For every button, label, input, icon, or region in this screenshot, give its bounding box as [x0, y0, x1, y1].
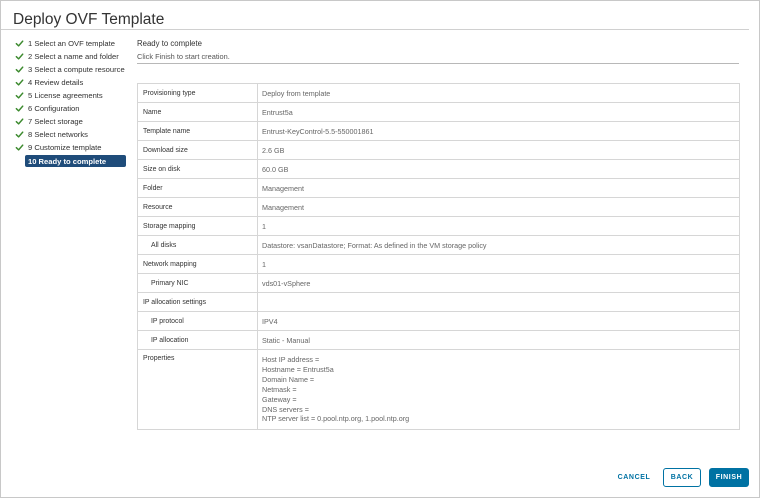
row-key: Storage mapping — [138, 217, 258, 236]
row-value: Datastore: vsanDatastore; Format: As defined in the VM storage policy — [258, 236, 740, 255]
wizard-step-label: 10 Ready to complete — [28, 156, 107, 166]
row-key: IP allocation — [138, 331, 258, 350]
check-icon — [15, 39, 24, 48]
row-value: 1 — [258, 255, 740, 274]
row-key: All disks — [138, 236, 258, 255]
table-row — [138, 331, 740, 350]
property-line: Hostname = Entrust5a — [262, 364, 334, 374]
wizard-step-label: 1 Select an OVF template — [28, 39, 115, 48]
wizard-step-label: 3 Select a compute resource — [28, 65, 125, 74]
row-value: Deploy from template — [258, 84, 740, 103]
row-key: Primary NIC — [138, 274, 258, 293]
title-divider — [1, 29, 749, 30]
table-row — [138, 179, 740, 198]
wizard-step-3[interactable] — [15, 63, 131, 76]
row-value: vds01-vSphere — [258, 274, 740, 293]
row-key: Properties — [138, 350, 258, 430]
property-line: Netmask = — [262, 384, 297, 394]
dialog-title: Deploy OVF Template — [13, 11, 165, 28]
table-row — [138, 350, 740, 430]
property-line: Gateway = — [262, 394, 297, 404]
wizard-step-label: 9 Customize template — [28, 143, 102, 152]
check-icon — [15, 130, 24, 139]
check-icon — [15, 78, 24, 87]
row-value: IPV4 — [258, 312, 740, 331]
row-key: Size on disk — [138, 160, 258, 179]
row-value: Management — [258, 179, 740, 198]
wizard-step-label: 5 License agreements — [28, 91, 103, 100]
table-row — [138, 217, 740, 236]
row-key: Network mapping — [138, 255, 258, 274]
wizard-step-8[interactable] — [15, 128, 131, 141]
row-value: 1 — [258, 217, 740, 236]
row-value: Entrust-KeyControl-5.5-550001861 — [258, 122, 740, 141]
property-line: DNS servers = — [262, 404, 309, 414]
table-row — [138, 255, 740, 274]
row-key: Template name — [138, 122, 258, 141]
main-header — [137, 39, 739, 61]
page-subtitle: Click Finish to start creation. — [137, 52, 230, 61]
wizard-step-7[interactable] — [15, 115, 131, 128]
summary-table — [137, 83, 740, 430]
row-key: Name — [138, 103, 258, 122]
row-value — [258, 350, 740, 430]
table-row — [138, 274, 740, 293]
check-icon — [15, 91, 24, 100]
wizard-steps — [15, 37, 131, 167]
finish-button[interactable]: FINISH — [709, 468, 749, 487]
table-row — [138, 312, 740, 331]
table-row — [138, 141, 740, 160]
table-row — [138, 122, 740, 141]
row-key: Download size — [138, 141, 258, 160]
row-value: Entrust5a — [258, 103, 740, 122]
check-icon — [15, 52, 24, 61]
property-line: Domain Name = — [262, 374, 315, 384]
row-key: IP protocol — [138, 312, 258, 331]
row-key: Folder — [138, 179, 258, 198]
wizard-step-5[interactable] — [15, 89, 131, 102]
wizard-step-label: 2 Select a name and folder — [28, 52, 119, 61]
wizard-step-1[interactable] — [15, 37, 131, 50]
row-key: Resource — [138, 198, 258, 217]
table-row — [138, 293, 740, 312]
check-icon — [15, 143, 24, 152]
row-key: IP allocation settings — [138, 293, 258, 312]
wizard-step-2[interactable] — [15, 50, 131, 63]
wizard-step-9[interactable] — [15, 141, 131, 154]
table-row — [138, 236, 740, 255]
wizard-step-label: 4 Review details — [28, 78, 84, 87]
property-line: NTP server list = 0.pool.ntp.org, 1.pool.ntp.org — [262, 414, 410, 424]
row-key: Provisioning type — [138, 84, 258, 103]
check-icon — [15, 65, 24, 74]
header-divider — [137, 63, 739, 64]
row-value: 60.0 GB — [258, 160, 740, 179]
table-row — [138, 84, 740, 103]
wizard-step-label: 7 Select storage — [28, 117, 83, 126]
table-row — [138, 160, 740, 179]
table-row — [138, 103, 740, 122]
check-icon — [15, 104, 24, 113]
row-value: Static - Manual — [258, 331, 740, 350]
row-value — [258, 293, 740, 312]
wizard-step-6[interactable] — [15, 102, 131, 115]
wizard-step-4[interactable] — [15, 76, 131, 89]
check-icon — [15, 117, 24, 126]
table-row — [138, 198, 740, 217]
row-value: 2.6 GB — [258, 141, 740, 160]
wizard-step-label: 8 Select networks — [28, 130, 88, 139]
row-value: Management — [258, 198, 740, 217]
wizard-step-label: 6 Configuration — [28, 104, 80, 113]
cancel-button[interactable]: CANCEL — [617, 474, 651, 481]
back-button[interactable]: BACK — [663, 468, 701, 487]
property-line: Host IP address = — [262, 355, 320, 364]
page-title: Ready to complete — [137, 39, 203, 48]
wizard-step-10[interactable] — [25, 155, 126, 167]
